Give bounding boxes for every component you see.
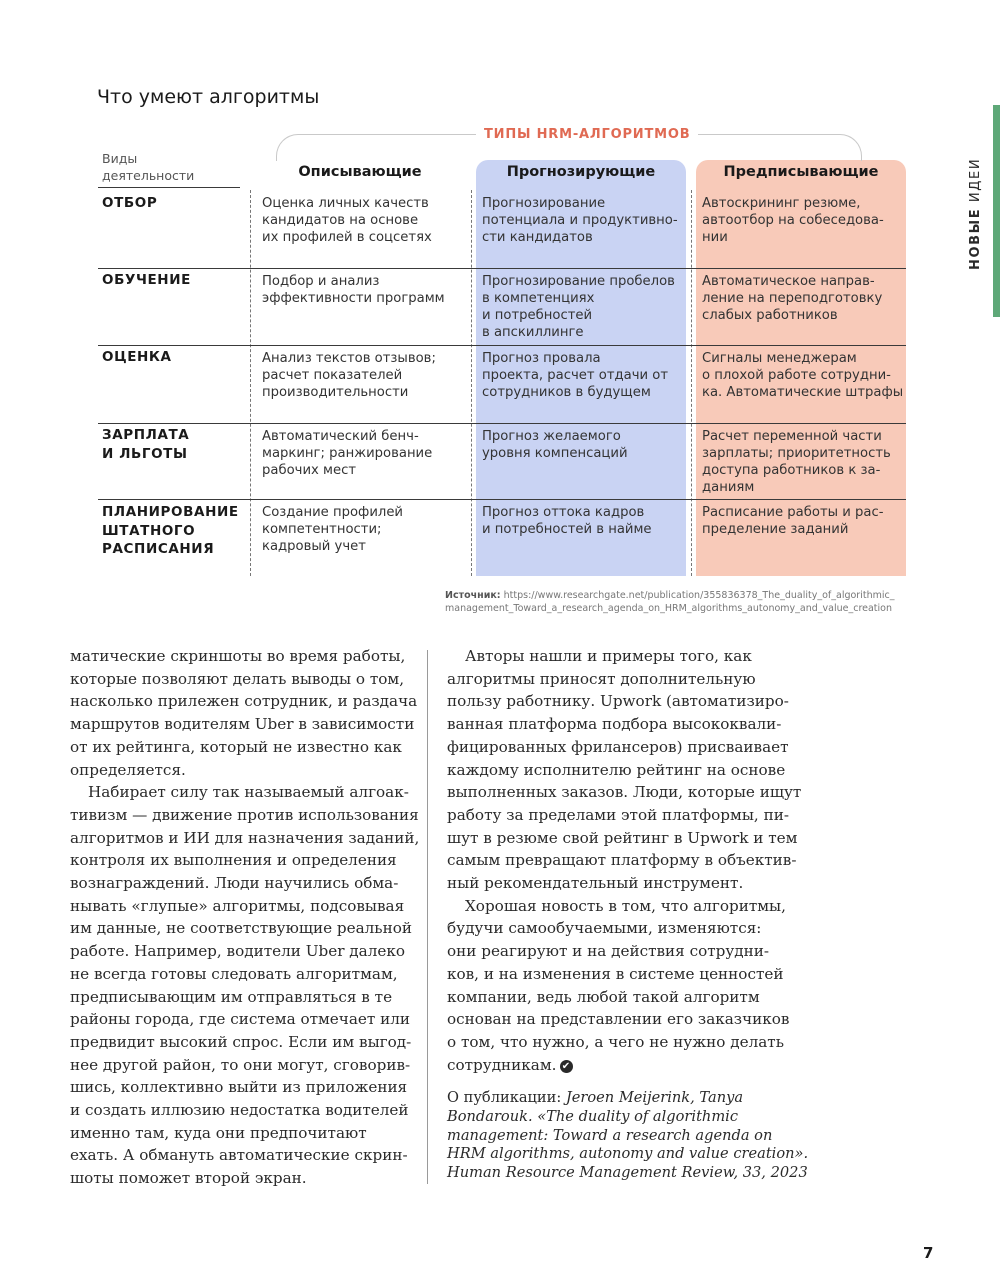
paragraph-screenshots: матические скриншоты во время работы, которые позволяют делать выводы о том, насколько прилежен сотрудник, и раздача маршрутов водителям Uber в зависимости от их рейтинга, который не известно как определяется. <box>70 647 418 779</box>
end-mark-icon: ✔ <box>560 1060 573 1073</box>
cell-selection-descriptive: Оценка личных качеств кандидатов на основе их профилей в соцсетях <box>262 196 432 245</box>
source-label: Источник: <box>445 590 501 601</box>
page-number: 7 <box>923 1244 934 1262</box>
row-divider <box>98 345 906 346</box>
section-label: НОВЫЕ ИДЕИ <box>968 157 983 270</box>
cell-staffing-descriptive: Создание профилей компетентности; кадровый учет <box>262 505 404 554</box>
infographic-title: Что умеют алгоритмы <box>97 86 320 108</box>
cell-training-prescriptive: Автоматическое направ- ление на переподготовку слабых работников <box>702 274 883 323</box>
column-descriptive: Описывающие <box>298 164 422 180</box>
column-separator <box>250 190 251 576</box>
cell-evaluation-predictive: Прогноз провала проекта, расчет отдачи от сотрудников в будущем <box>482 351 669 400</box>
source-url-part1: https://www.researchgate.net/publication/355836378_The_duality_of_algorithmic_ <box>500 590 895 601</box>
column-divider <box>427 650 428 1184</box>
column-separator <box>691 190 692 576</box>
article-left-column <box>70 645 420 1190</box>
cell-compensation-prescriptive: Расчет переменной части зарплаты; приоритетность доступа работников к за- даниям <box>702 429 891 495</box>
cell-compensation-predictive: Прогноз желаемого уровня компенсаций <box>482 429 628 461</box>
row-divider <box>98 268 906 269</box>
paragraph-upwork: Авторы нашли и примеры того, как алгоритмы приносят дополнительную пользу работнику. Upwork (автоматизиро- ванная платформа подбора высококвали- фицированных фрилансеров) присваивает каждому исполнителю рейтинг на основе выполненных заказов. Люди, которые ищут работу за пределами этой платформы, пи- шут в резюме свой рейтинг в Upwork и тем самым превращают платформу в объектив- ный рекомендательный инструмент. <box>447 647 802 893</box>
cell-staffing-predictive: Прогноз оттока кадров и потребностей в найме <box>482 505 652 537</box>
row-label-staffing: ПЛАНИРОВАНИЕ ШТАТНОГО РАСПИСАНИЯ <box>102 504 239 557</box>
cell-staffing-prescriptive: Расписание работы и рас- пределение заданий <box>702 505 884 537</box>
column-prescriptive: Предписывающие <box>723 164 879 180</box>
row-label-training: ОБУЧЕНИЕ <box>102 272 191 288</box>
section-tab-bar <box>993 105 1000 317</box>
cell-training-descriptive: Подбор и анализ эффективности программ <box>262 274 445 306</box>
source-url-part2: management_Toward_a_research_agenda_on_HRM_algorithms_autonomy_and_value_creation <box>445 603 893 614</box>
cell-training-predictive: Прогнозирование пробелов в компетенциях и потребностей в апскиллинге <box>482 274 675 340</box>
row-divider <box>98 499 906 500</box>
row-label-compensation: ЗАРПЛАТА И ЛЬГОТЫ <box>102 427 190 462</box>
article-right-column <box>447 645 802 1076</box>
types-label: ТИПЫ HRM-АЛГОРИТМОВ <box>476 127 698 142</box>
row-divider <box>98 423 906 424</box>
column-separator <box>471 190 472 576</box>
row-label-selection: ОТБОР <box>102 195 158 211</box>
column-predictive: Прогнозирующие <box>506 164 656 180</box>
row-header-label: Виды деятельности <box>102 151 195 183</box>
paragraph-good-news: Хорошая новость в том, что алгоритмы, будучи самообучаемыми, изменяются: они реагируют и на действия сотрудни- ков, и на изменения в системе ценностей компании, ведь любой такой алгоритм основан на представлении его заказчиков о том, что нужно, а чего не нужно делать сотрудникам. ✔ <box>447 896 790 1074</box>
paragraph-algoactivism: Набирает силу так называемый алгоак- тивизм — движение против использования алгоритмов и ИИ для назначения заданий, контроля их выполнения и определения вознаграждений. Люди научились обма- нывать «глупые» алгоритмы, подсовывая им данные, не соответствующие реальной работе. Например, водители Uber далеко не всегда готовы следовать алгоритмам, предписывающим им отправляться в те районы города, где система отмечает или предвидит высокий спрос. Если им выгод- нее другой район, то они могут, сговорив- шись, коллективно выйти из приложения и создать иллюзию недостатка водителей именно там, куда они предпочитают ехать. А обмануть автоматические скрин- шоты поможет второй экран. <box>70 783 420 1188</box>
cell-evaluation-prescriptive: Сигналы менеджерам о плохой работе сотрудни- ка. Автоматические штрафы <box>702 351 904 400</box>
cell-evaluation-descriptive: Анализ текстов отзывов; расчет показателей производительности <box>262 351 436 400</box>
header-underline <box>98 187 240 188</box>
cell-selection-predictive: Прогнозирование потенциала и продуктивно- сти кандидатов <box>482 196 678 245</box>
cell-selection-prescriptive: Автоскрининг резюме, автоотбор на собеседова- нии <box>702 196 884 245</box>
cell-compensation-descriptive: Автоматический бенч- маркинг; ранжирование рабочих мест <box>262 429 433 478</box>
publication-reference: О публикации: Jeroen Meijerink, Tanya Bondarouk. «The duality of algorithmic management: Toward a research agenda on HRM algorithms, autonomy and value creation». Human Resource Management Review, 33, 2023 <box>447 1089 809 1182</box>
row-label-evaluation: ОЦЕНКА <box>102 349 172 365</box>
source-note <box>445 589 894 615</box>
